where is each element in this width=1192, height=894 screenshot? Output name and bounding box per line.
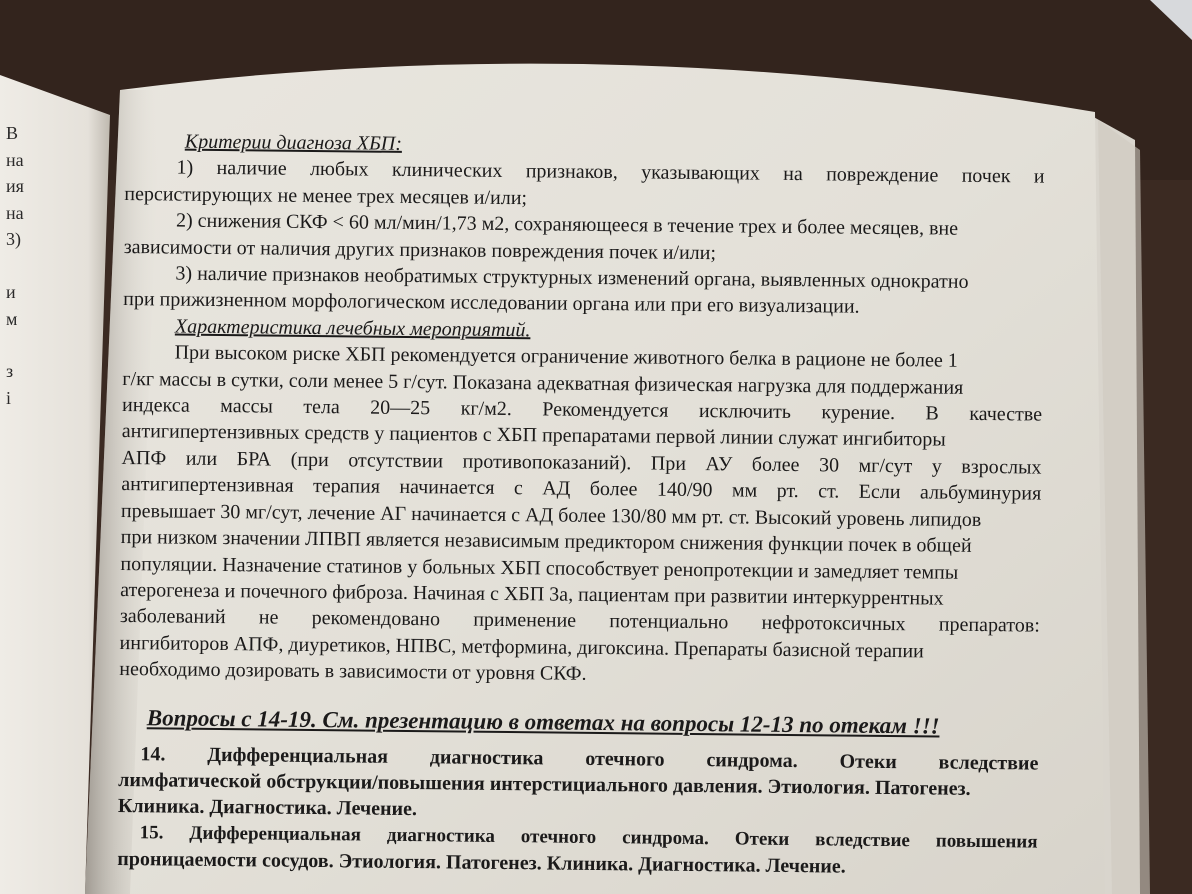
criteria-line: при прижизненном морфологическом исследовании органа или при его визуализации. — [123, 288, 860, 319]
left-fragment: 3) — [6, 229, 21, 250]
treatment-line: превышает 30 мг/сут, лечение АГ начинается с АД более 130/80 мм рт. ст. Высокий уровень липидов — [120, 499, 982, 531]
treatment-line: необходимо дозировать в зависимости от уровня СКФ. — [119, 658, 587, 685]
left-fragment: м — [6, 308, 18, 329]
criteria-line: зависимости от наличия других признаков повреждения почек и/или; — [123, 235, 717, 264]
criteria-line: 3) наличие признаков необратимых структурных изменений органа, выявленных однократно — [175, 262, 969, 293]
treatment-line: при низком значении ЛПВП является независимым предиктором снижения функции почек в общей — [120, 526, 972, 557]
question-14-line: Клиника. Диагностика. Лечение. — [117, 795, 418, 821]
treatment-heading: Характеристика лечебных мероприятий. — [174, 315, 531, 342]
section-title: Вопросы с 14-19. См. презентацию в ответах на вопросы 12-13 по отекам !!! — [146, 704, 940, 739]
treatment-line: ингибиторов АПФ, диуретиков, НПВС, метформина, дигоксина. Препараты базисной терапии — [119, 631, 924, 663]
left-fragment: ия — [6, 176, 24, 197]
left-fragment: на — [6, 149, 24, 170]
left-fragment: і — [6, 387, 12, 408]
treatment-line: антигипертензивных средств у пациентов с ХБП препаратами первой линии служат ингибиторы — [121, 420, 946, 452]
treatment-line: заболеваний не рекомендовано применение потенциально нефротоксичных препаратов: — [119, 605, 1040, 637]
treatment-line: индекса массы тела 20—25 кг/м2. Рекомендуется исключить курение. В качестве — [121, 394, 1043, 426]
page-text — [117, 128, 1045, 882]
left-fragment: на — [6, 202, 24, 223]
left-fragment: В — [6, 123, 19, 143]
treatment-line: г/кг массы в сутки, соли менее 5 г/сут. Показана адекватная физическая нагрузка для поддержания — [122, 367, 964, 399]
treatment-line: атерогенеза и почечного фиброза. Начиная с ХБП 3а, пациентам при развитии интеркуррентных — [120, 578, 944, 610]
question-14-line: лимфатической обструкции/повышения интерстициального давления. Этиология. Патогенез. — [118, 768, 971, 800]
treatment-line: популяции. Назначение статинов у больных ХБП способствует ренопротекции и замедляет темпы — [120, 552, 959, 584]
left-fragment: з — [6, 361, 14, 382]
treatment-line: При высоком риске ХБП рекомендуется ограничение животного белка в рационе не более 1 — [174, 341, 958, 372]
question-15-line: 15. Дифференциальная диагностика отечного синдрома. Отеки вследствие повышения — [139, 821, 1038, 853]
treatment-line: антигипертензивная терапия начинается с АД более 140/90 мм рт. ст. Если альбуминурия — [121, 473, 1042, 505]
question-15-line: проницаемости сосудов. Этиология. Патогенез. Клиника. Диагностика. Лечение. — [117, 848, 846, 878]
criteria-line: 1) наличие любых клинических признаков, указывающих на повреждение почек и — [176, 156, 1045, 189]
criteria-heading: Критерии диагноза ХБП: — [184, 130, 403, 155]
criteria-line: 2) снижения СКФ < 60 мл/мин/1,73 м2, сохраняющееся в течение трех и более месяцев, вне — [175, 209, 959, 240]
treatment-line: АПФ или БРА (при отсутствии противопоказаний). При АУ более 30 мг/сут у взрослых — [121, 446, 1042, 479]
left-fragment: и — [6, 281, 16, 302]
question-14-line: 14. Дифференциальная диагностика отечного синдрома. Отеки вследствие — [140, 742, 1039, 775]
left-page-text — [0, 120, 40, 411]
criteria-line: персистирующих не менее трех месяцев и/или; — [124, 182, 528, 210]
